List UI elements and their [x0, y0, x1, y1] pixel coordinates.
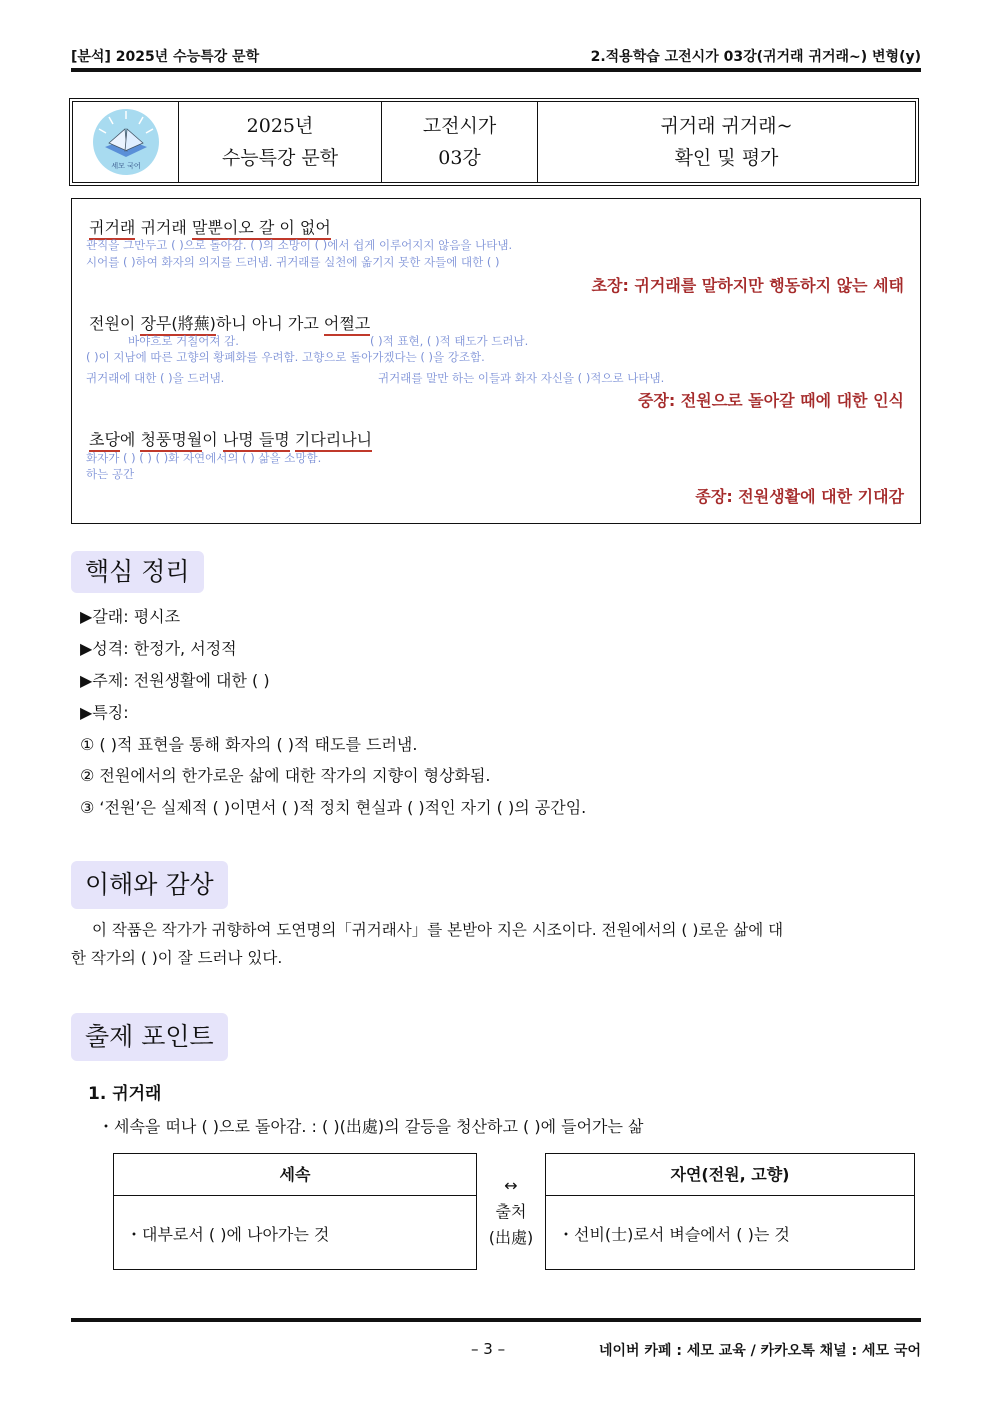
secular-body: ・대부로서 ( )에 나아가는 것 — [126, 1224, 330, 1244]
poem-analysis-box — [71, 198, 921, 524]
annotation: 시어를 ( )하여 화자의 의지를 드러냄. 귀거래를 실천에 옮기지 못한 자들에 대한 ( ) — [86, 255, 500, 269]
nature-header: 자연(전원, 고향) — [546, 1154, 914, 1196]
course-title-cell: 2025년 수능특강 문학 — [179, 102, 382, 182]
poem-line-1: 귀거래 귀거래 말뿐이오 갈 이 없어 — [89, 215, 331, 238]
svg-text:세모 국어: 세모 국어 — [110, 162, 141, 170]
core-item: ② 전원에서의 한가로운 삶에 대한 작가의 지향이 형상화됨. — [80, 766, 491, 785]
double-arrow-icon: ↔ — [504, 1175, 518, 1195]
summary-jongjang: 종장: 전원생활에 대한 기대감 — [695, 487, 904, 506]
annotation: ( )적 표현, ( )적 태도가 드러남. — [370, 334, 529, 348]
core-item: ① ( )적 표현을 통해 화자의 ( )적 태도를 드러냄. — [80, 735, 418, 754]
logo-cell — [73, 102, 179, 182]
page-number: – 3 – — [471, 1340, 506, 1358]
book-logo-icon — [91, 107, 161, 177]
nature-body: ・선비(士)로서 벼슬에서 ( )는 것 — [558, 1224, 790, 1244]
core-item: ▶주제: 전원생활에 대한 ( ) — [80, 671, 270, 690]
section-title-core: 핵심 정리 — [71, 551, 204, 593]
page-header — [71, 44, 921, 72]
header-right: 2.적용학습 고전시가 03강(귀거래 귀거래~) 변형(y) — [590, 49, 921, 65]
core-item: ▶특징: — [80, 703, 129, 722]
unit-cell: 고전시가 03강 — [382, 102, 538, 182]
annotation: 화자가 ( ) ( ) ( )화 자연에서의 ( ) 삶을 소망함. — [86, 451, 322, 465]
annotation: 바야흐로 거칠어져 감. — [128, 334, 239, 348]
section-title-appreciation: 이해와 감상 — [71, 861, 228, 909]
footer-info: 네이버 카페 : 세모 교육 / 카카오톡 채널 : 세모 국어 — [598, 1343, 921, 1359]
summary-chojang: 초장: 귀거래를 말하지만 행동하지 않는 세태 — [591, 276, 904, 295]
poem-line-2: 전원이 장무(將蕪)하니 아니 가고 어쩔고 — [89, 311, 370, 334]
page-footer — [71, 1318, 921, 1359]
secular-header: 세속 — [114, 1154, 476, 1196]
core-item: ▶갈래: 평시조 — [80, 607, 181, 626]
annotation: 귀거래를 말만 하는 이들과 화자 자신을 ( )적으로 나타냄. — [378, 371, 665, 385]
annotation: 하는 공간 — [86, 467, 135, 481]
poem-line-3: 초당에 청풍명월이 나명 들명 기다리나니 — [89, 427, 372, 450]
title-table — [69, 98, 919, 186]
annotation: 귀거래에 대한 ( )을 드러냄. — [86, 371, 225, 385]
section-title-points: 출제 포인트 — [71, 1013, 228, 1061]
core-item: ③ ‘전원’은 실제적 ( )이면서 ( )적 정치 현실과 ( )적인 자기 ( )의 공간임. — [80, 798, 587, 817]
summary-jungjang: 중장: 전원으로 돌아갈 때에 대한 인식 — [637, 391, 904, 410]
annotation: ( )이 지남에 따른 고향의 황폐화를 우려함. 고향으로 돌아가겠다는 ( )을 강조함. — [86, 350, 485, 364]
secular-column — [113, 1153, 477, 1270]
appreciation-line-1: 이 작품은 작가가 귀향하여 도연명의「귀거래사」를 본받아 지은 시조이다. 전원에서의 ( )로운 삶에 대 — [92, 921, 784, 939]
point-subtitle: 1. 귀거래 — [88, 1084, 162, 1104]
header-left: [분석] 2025년 수능특강 문학 — [71, 49, 260, 65]
comparison-table — [113, 1153, 915, 1270]
work-title-cell: 귀거래 귀거래~ 확인 및 평가 — [660, 115, 793, 169]
appreciation-line-2: 한 작가의 ( )이 잘 드러나 있다. — [71, 949, 283, 967]
chulcheo-label: ↔ 출처 (出處) — [477, 1153, 545, 1270]
nature-column — [545, 1153, 915, 1270]
annotation: 관직을 그만두고 ( )으로 돌아감. ( )의 소망이 ( )에서 쉽게 이루어지지 않음을 나타냄. — [86, 238, 513, 252]
point-description: ・세속을 떠나 ( )으로 돌아감. : ( )(出處)의 갈등을 청산하고 ( )에 들어가는 삶 — [98, 1117, 644, 1136]
core-item: ▶성격: 한정가, 서정적 — [80, 639, 237, 658]
